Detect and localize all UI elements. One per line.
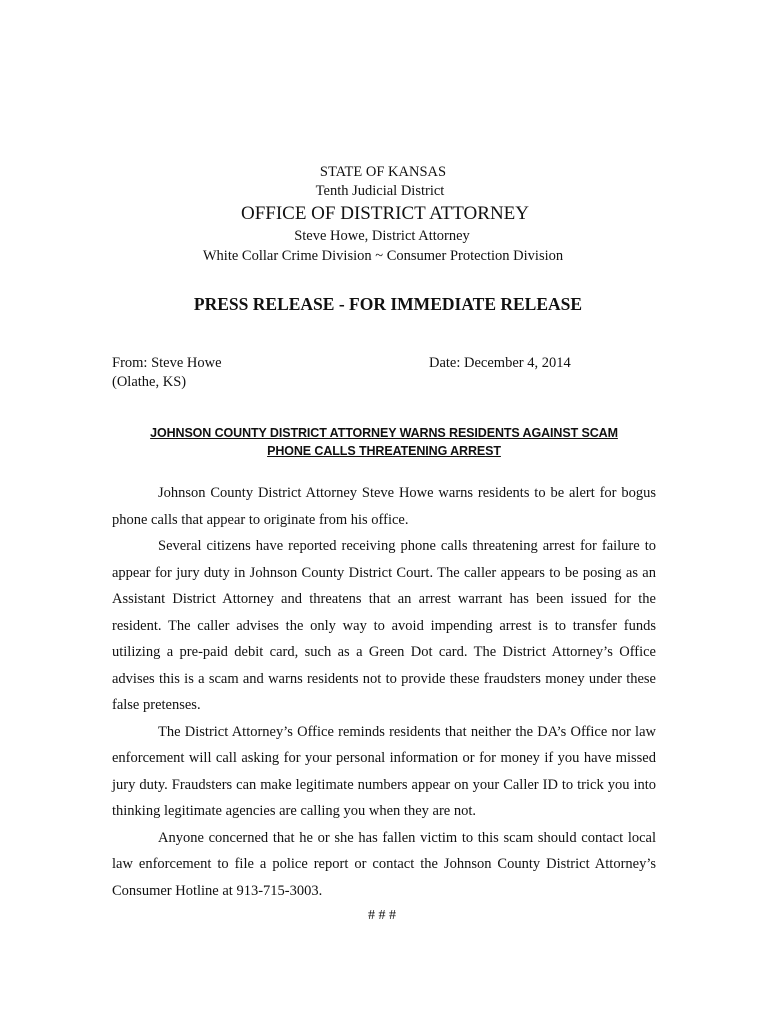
letterhead-district: Tenth Judicial District xyxy=(315,183,445,199)
end-marker: # # # xyxy=(368,908,396,923)
date-line: Date: December 4, 2014 xyxy=(429,355,571,371)
paragraph: The District Attorney’s Office reminds residents that neither the DA’s Office nor law enforcement will call asking for your personal information or for money if you have missed jury duty. Fraudsters can make legitimate numbers appear on your Caller ID to trick you into thinking legitimate agencies are calling you when they are not. xyxy=(112,723,656,819)
from-line: From: Steve Howe xyxy=(112,355,222,371)
letterhead-office: OFFICE OF DISTRICT ATTORNEY xyxy=(240,203,530,224)
headline-line-1: JOHNSON COUNTY DISTRICT ATTORNEY WARNS RESIDENTS AGAINST SCAM xyxy=(150,426,618,440)
body-text xyxy=(112,480,656,904)
paragraph: Johnson County District Attorney Steve Howe warns residents to be alert for bogus phone calls that appear to originate from his office. xyxy=(112,485,656,528)
paragraph: Anyone concerned that he or she has fallen victim to this scam should contact local law enforcement to file a police report or contact the Johnson County District Attorney’s Consumer Hotline at 913-715-3003. xyxy=(112,829,656,899)
letterhead-divisions: White Collar Crime Division ~ Consumer Protection Division xyxy=(202,248,564,264)
letterhead-state: STATE OF KANSAS xyxy=(319,164,447,180)
location-line: (Olathe, KS) xyxy=(112,374,187,390)
from-block xyxy=(112,354,222,392)
headline xyxy=(0,424,768,460)
press-release-heading: PRESS RELEASE - FOR IMMEDIATE RELEASE xyxy=(193,294,583,314)
letterhead xyxy=(0,163,768,267)
letterhead-attorney: Steve Howe, District Attorney xyxy=(294,228,470,244)
paragraph: Several citizens have reported receiving phone calls threatening arrest for failure to appear for jury duty in Johnson County District Court. The caller appears to be posing as an Assistant District Attorney and threatens that an arrest warrant has been issued for the resident. The caller advises the only way to avoid impending arrest is to transfer funds utilizing a pre-paid debit card, such as a Green Dot card. The District Attorney’s Office advises this is a scam and warns residents not to provide these fraudsters money under these false pretenses. xyxy=(112,538,656,713)
headline-line-2: PHONE CALLS THREATENING ARREST xyxy=(267,444,501,458)
